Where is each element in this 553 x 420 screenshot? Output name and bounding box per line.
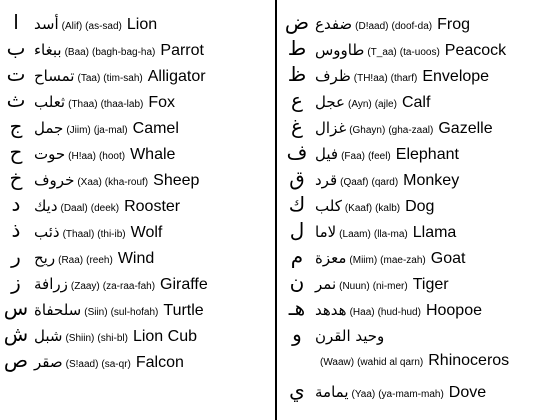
- english-word: Dove: [448, 384, 487, 401]
- letter-name: (Yaa): [351, 389, 376, 400]
- letter-name: (TH!aa): [353, 73, 388, 84]
- arabic-word: حوت: [34, 145, 66, 163]
- english-word: Parrot: [160, 42, 204, 59]
- arabic-letter: خ: [9, 166, 23, 190]
- arabic-word: عجل: [315, 93, 345, 111]
- arabic-letter: هـ: [288, 296, 306, 320]
- english-word: Frog: [437, 16, 470, 33]
- arabic-letter: ظ: [287, 62, 307, 86]
- arabic-word: نمر: [315, 275, 337, 293]
- letter-name: (Qaaf): [340, 177, 369, 188]
- pronunciation: (reeh): [86, 255, 113, 266]
- arabic-letter: ر: [11, 244, 21, 268]
- arabic-letter: ق: [289, 166, 305, 190]
- english-word: Wolf: [130, 224, 163, 241]
- list-item: [0, 90, 175, 111]
- list-item: [0, 116, 179, 137]
- english-word: Elephant: [395, 146, 459, 163]
- english-word: Whale: [130, 146, 176, 163]
- english-word: Sheep: [153, 172, 200, 189]
- arabic-letter: س: [3, 296, 29, 320]
- arabic-word: زرافة: [34, 275, 68, 293]
- arabic-word: يمامة: [315, 383, 349, 401]
- english-word: Giraffe: [160, 276, 208, 293]
- arabic-letter: ن: [289, 270, 305, 294]
- arabic-word: خروف: [34, 171, 75, 189]
- arabic-letter: ك: [288, 192, 306, 216]
- letter-name: (Kaaf): [344, 203, 373, 214]
- letter-name: (Faa): [341, 151, 365, 162]
- letter-name: (Xaa): [77, 177, 102, 188]
- arabic-word: صقر: [34, 353, 63, 371]
- list-item-continuation: [317, 352, 509, 369]
- letter-name: (Zaay): [70, 281, 100, 292]
- letter-name: (Daal): [60, 203, 88, 214]
- english-word: Rooster: [124, 198, 181, 215]
- list-item: [0, 194, 180, 215]
- arabic-word: هدهد: [315, 301, 347, 319]
- arabic-letter: ز: [11, 270, 21, 294]
- list-item: [281, 194, 434, 215]
- letter-name: (Haa): [349, 307, 375, 318]
- english-word: Llama: [412, 224, 457, 241]
- english-word: Lion Cub: [132, 328, 197, 345]
- pronunciation: (bagh-bag-ha): [92, 47, 156, 58]
- pronunciation: (deek): [90, 203, 120, 214]
- english-word: Tiger: [412, 276, 449, 293]
- letter-name: (Ayn): [348, 99, 372, 110]
- letter-name: (Taa): [77, 73, 101, 84]
- arabic-letter: ث: [6, 88, 26, 112]
- list-item: [281, 380, 486, 401]
- arabic-letter: د: [11, 192, 21, 216]
- arabic-word: فيل: [315, 145, 339, 163]
- list-item: [281, 246, 465, 267]
- arabic-word: ريح: [34, 249, 56, 267]
- pronunciation: (tharf): [390, 73, 418, 84]
- pronunciation: (sa-qr): [101, 359, 131, 370]
- pronunciation: (thaa-lab): [100, 99, 144, 110]
- list-item: [281, 12, 470, 33]
- pronunciation: (hud-hud): [377, 307, 421, 318]
- list-item: [0, 142, 175, 163]
- arabic-letter: ح: [9, 140, 23, 164]
- english-word: Rhinoceros: [428, 352, 510, 369]
- pronunciation: (gha-zaal): [388, 125, 434, 136]
- english-word: Monkey: [403, 172, 460, 189]
- list-item: [281, 64, 489, 85]
- arabic-letter: ي: [289, 378, 305, 402]
- letter-name: (Jiim): [66, 125, 91, 136]
- pronunciation: (as-sad): [85, 21, 122, 32]
- pronunciation: (tim-sah): [103, 73, 143, 84]
- pronunciation: (sul-hofah): [110, 307, 159, 318]
- pronunciation: (doof-da): [391, 21, 433, 32]
- list-item: [0, 168, 199, 189]
- arabic-word: شبل: [34, 327, 63, 345]
- letter-name: (Alif): [61, 21, 83, 32]
- list-item: [281, 168, 459, 189]
- english-word: Peacock: [444, 42, 507, 59]
- arabic-word: غزال: [315, 119, 347, 137]
- arabic-word: أسد: [34, 15, 59, 33]
- arabic-word: كلب: [315, 197, 342, 215]
- letter-name: (Miim): [349, 255, 378, 266]
- list-item: [0, 246, 154, 267]
- arabic-word: جمل: [34, 119, 64, 137]
- arabic-letter: غ: [291, 114, 303, 138]
- left-column: [0, 0, 272, 420]
- arabic-word: قرد: [315, 171, 338, 189]
- arabic-letter: ط: [287, 36, 307, 60]
- arabic-word: لاما: [315, 223, 337, 241]
- right-column: [281, 0, 553, 420]
- english-word: Calf: [401, 94, 431, 111]
- pronunciation: (ni-mer): [372, 281, 408, 292]
- pronunciation: (ta-uoos): [399, 47, 440, 58]
- arabic-word: ذئب: [34, 223, 60, 241]
- list-item: [281, 324, 384, 344]
- arabic-letter: ا: [13, 10, 19, 34]
- english-word: Falcon: [135, 354, 184, 371]
- arabic-letter: و: [292, 322, 302, 346]
- english-word: Fox: [148, 94, 176, 111]
- pronunciation: (lla-ma): [373, 229, 408, 240]
- letter-name: (Waaw): [320, 357, 355, 368]
- pronunciation: (hoot): [98, 151, 126, 162]
- letter-name: (Thaa): [68, 99, 98, 110]
- letter-name: (H!aa): [68, 151, 96, 162]
- list-item: [281, 142, 459, 163]
- arabic-letter: ت: [6, 62, 26, 86]
- pronunciation: (mae-zah): [380, 255, 426, 266]
- list-item: [281, 272, 449, 293]
- letter-name: (Siin): [84, 307, 108, 318]
- letter-name: (Ghayn): [349, 125, 386, 136]
- pronunciation: (shi-bl): [97, 333, 128, 344]
- english-word: Alligator: [147, 68, 206, 85]
- list-item: [0, 272, 208, 293]
- list-item: [0, 12, 157, 33]
- english-word: Goat: [430, 250, 466, 267]
- pronunciation: (kha-rouf): [104, 177, 149, 188]
- letter-name: (Baa): [64, 47, 90, 58]
- list-item: [0, 220, 162, 241]
- letter-name: (Raa): [58, 255, 84, 266]
- pronunciation: (ja-mal): [93, 125, 128, 136]
- arabic-word: معزة: [315, 249, 347, 267]
- list-item: [0, 38, 204, 59]
- letter-name: (S!aad): [65, 359, 99, 370]
- list-item: [281, 38, 506, 59]
- letter-name: (Shiin): [65, 333, 95, 344]
- list-item: [0, 324, 197, 345]
- english-word: Dog: [405, 198, 435, 215]
- list-item: [0, 350, 184, 371]
- arabic-word: ظرف: [315, 67, 351, 85]
- list-item: [0, 298, 204, 319]
- pronunciation: (ajle): [374, 99, 397, 110]
- english-word: Wind: [117, 250, 155, 267]
- english-word: Lion: [126, 16, 158, 33]
- english-word: Envelope: [422, 68, 490, 85]
- arabic-letter: م: [290, 244, 304, 268]
- list-item: [281, 116, 493, 137]
- arabic-word: وحيد القرن: [315, 327, 385, 345]
- pronunciation: (thi-ib): [97, 229, 126, 240]
- list-item: [281, 220, 456, 241]
- arabic-letter: ذ: [11, 218, 21, 242]
- arabic-letter: ل: [289, 218, 305, 242]
- letter-name: (Nuun): [339, 281, 370, 292]
- arabic-word: تمساح: [34, 67, 75, 85]
- pronunciation: (ya-mam-mah): [378, 389, 444, 400]
- pronunciation: (feel): [367, 151, 391, 162]
- english-word: Camel: [132, 120, 179, 137]
- arabic-letter: ص: [3, 348, 29, 372]
- arabic-letter: ش: [3, 322, 29, 346]
- english-word: Gazelle: [438, 120, 493, 137]
- pronunciation: (za-raa-fah): [102, 281, 156, 292]
- arabic-letter: ج: [9, 114, 23, 138]
- letter-name: (Thaal): [62, 229, 95, 240]
- arabic-word: طاووس: [315, 41, 365, 59]
- pronunciation: (wahid al qarn): [357, 357, 424, 368]
- list-item: [281, 90, 430, 111]
- arabic-word: ثعلب: [34, 93, 66, 111]
- pronunciation: (qard): [371, 177, 399, 188]
- arabic-letter: ع: [291, 88, 303, 112]
- arabic-letter: ض: [284, 10, 310, 34]
- arabic-word: ببغاء: [34, 41, 62, 59]
- pronunciation: (kalb): [375, 203, 401, 214]
- list-item: [281, 298, 482, 319]
- letter-name: (Laam): [339, 229, 371, 240]
- arabic-word: ديك: [34, 197, 58, 215]
- english-word: Hoopoe: [425, 302, 482, 319]
- english-word: Turtle: [163, 302, 204, 319]
- arabic-word: سلحفاة: [34, 301, 82, 319]
- list-item: [0, 64, 206, 85]
- column-divider: [275, 0, 277, 420]
- arabic-letter: ف: [286, 140, 308, 164]
- arabic-letter: ب: [6, 36, 26, 60]
- arabic-word: ضفدع: [315, 15, 353, 33]
- letter-name: (T_aa): [367, 47, 397, 58]
- letter-name: (D!aad): [355, 21, 389, 32]
